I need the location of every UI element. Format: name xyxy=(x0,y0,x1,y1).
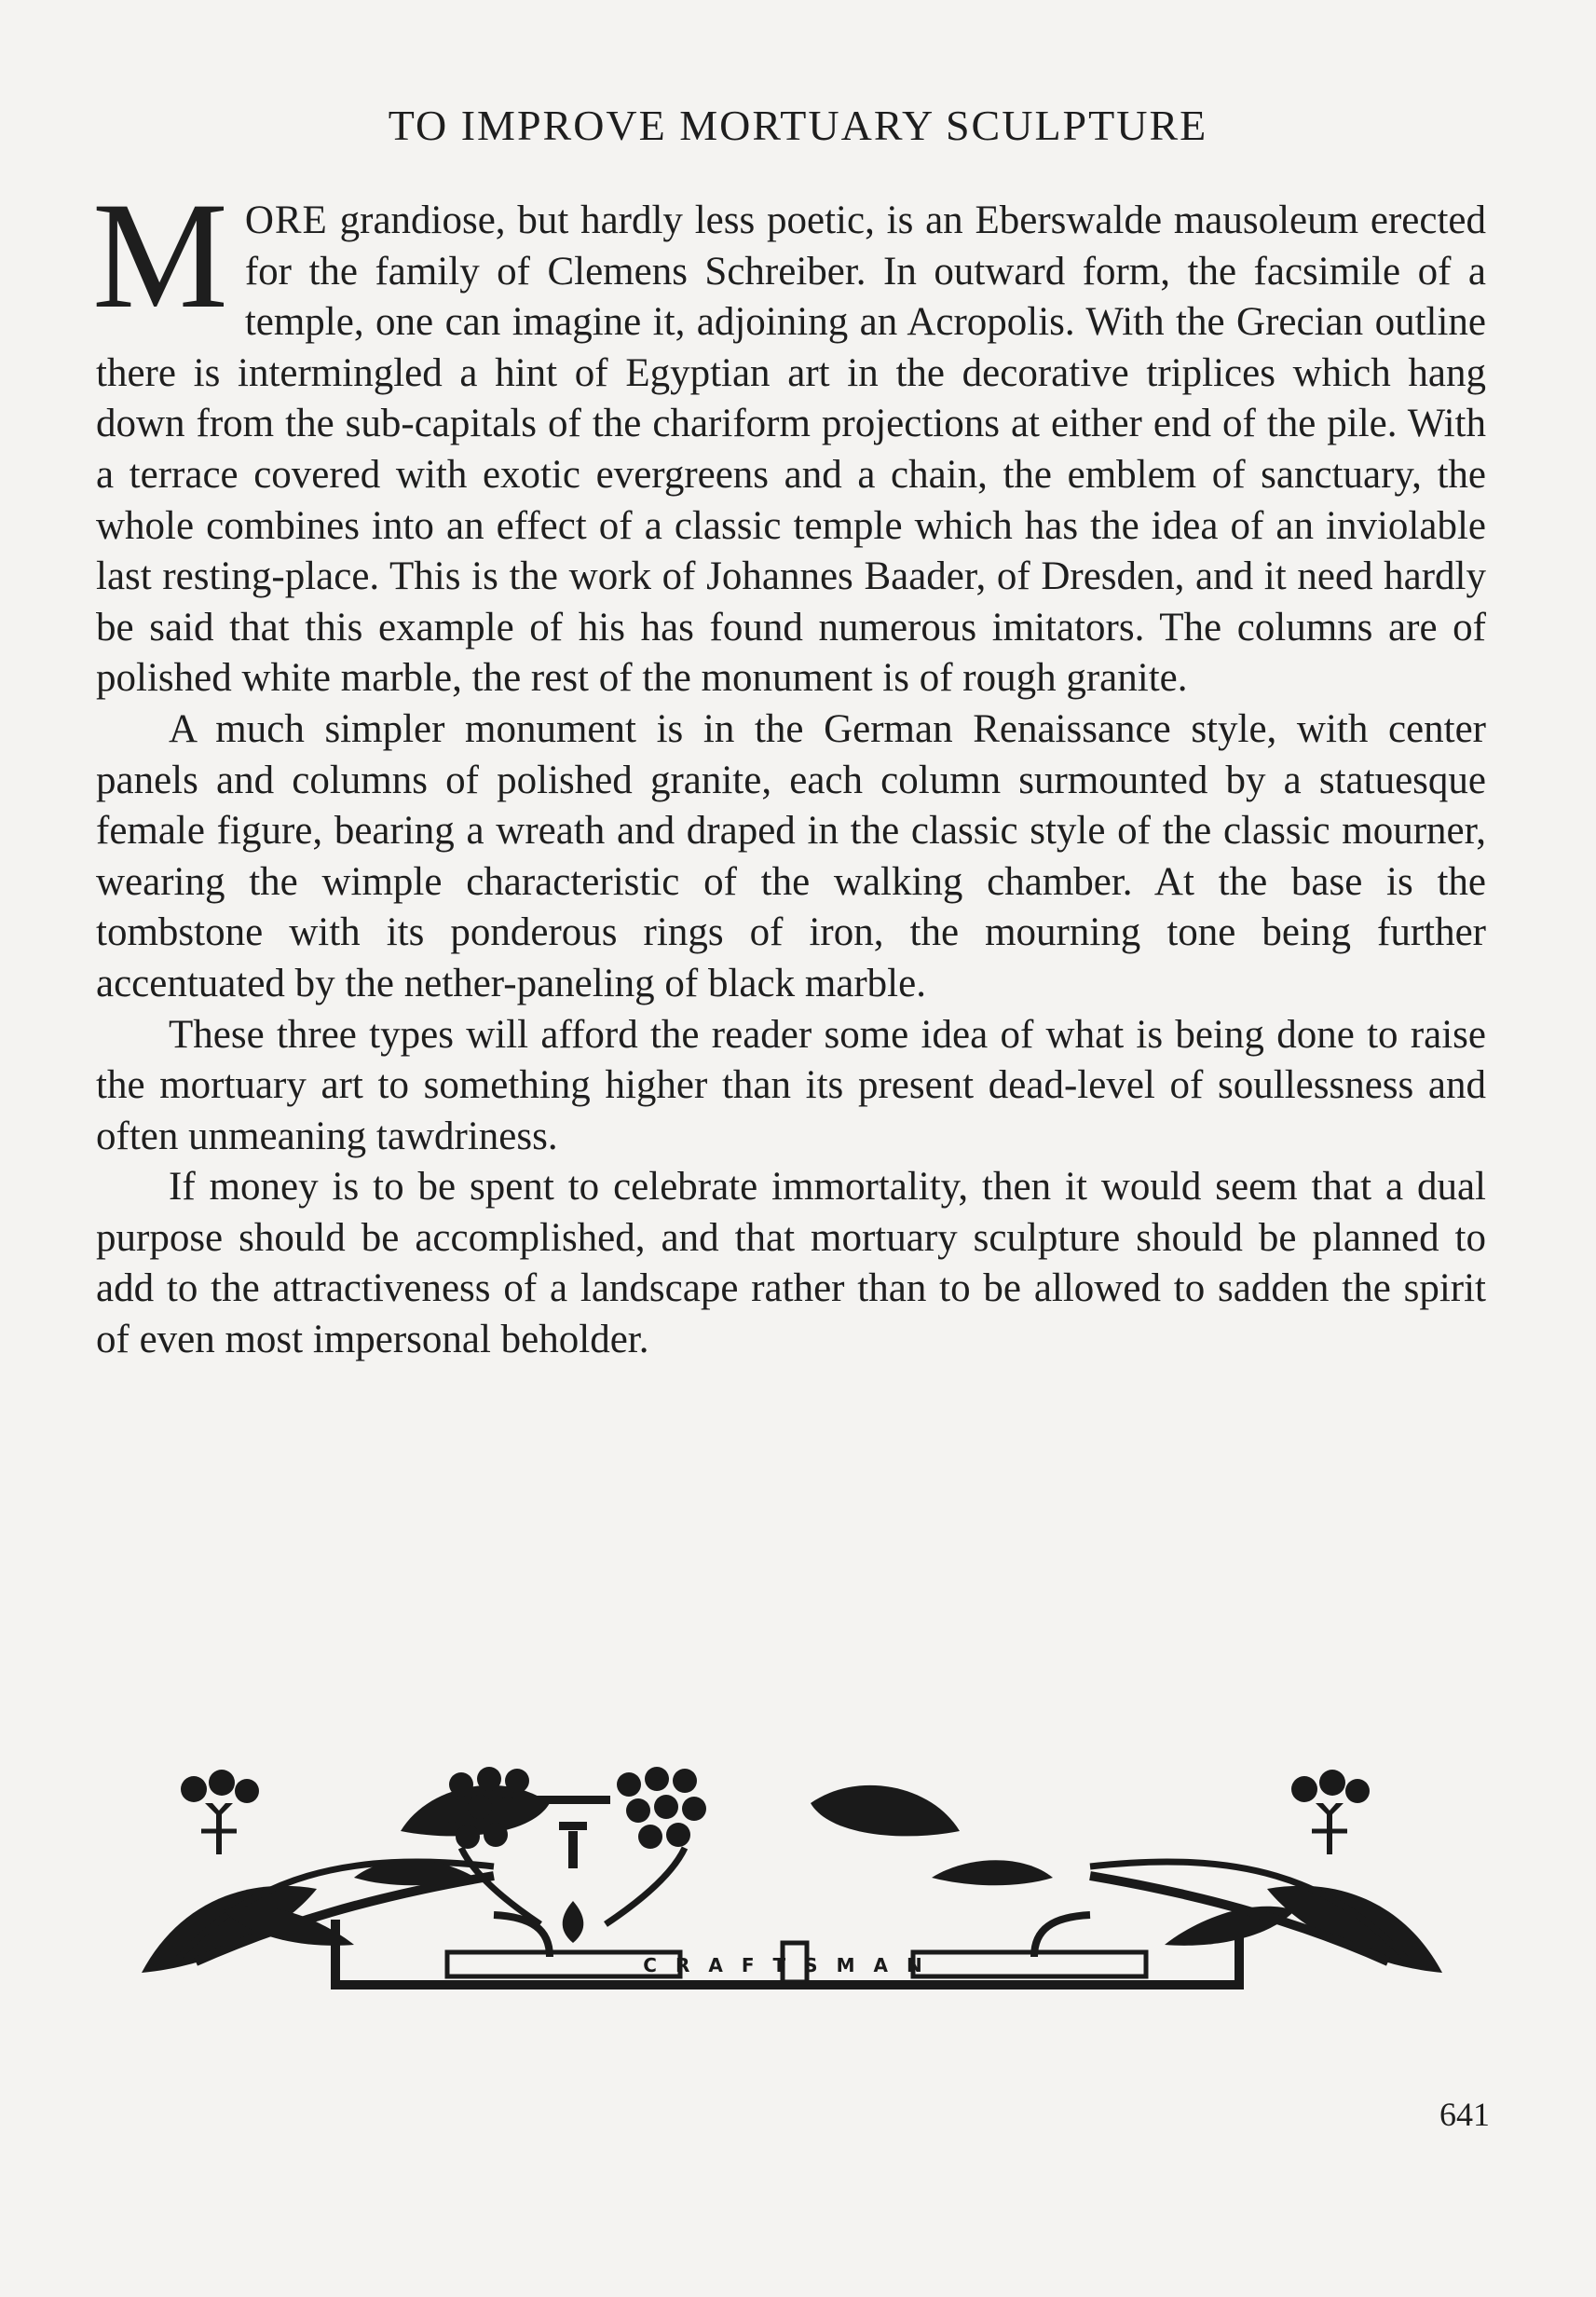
craftsman-tailpiece-ornament xyxy=(140,1766,1444,1999)
ornament-lettering: CRAFTSMAN xyxy=(643,1954,941,1976)
drop-cap: M xyxy=(92,171,228,340)
first-word-caps: ORE xyxy=(244,198,328,242)
page-number: 641 xyxy=(1439,2096,1490,2133)
paragraph-4: If money is to be spent to celebrate immortality, then it would seem that a dual purpose should be accomplished, and that mortuary sculpture should be planned to add to the attractiveness of a landscape rather than to be allowed to sadden the spirit of even most impersonal beholder. xyxy=(96,1165,1486,1362)
paragraph-2: A much simpler monument is in the German Renaissance style, with center panels and columns of polished granite, each column surmounted by a statuesque female figure, bearing a wreath and draped in the classic style of the classic mourner, wearing the wimple characteristic of the walking chamber. At the base is the tombstone with its ponderous rings of iron, the mourning tone being further accentuated by the nether-paneling of black marble. xyxy=(96,706,1486,1005)
paragraph-1 xyxy=(92,171,1486,704)
paragraph-3: These three types will afford the reader some idea of what is being done to raise the mortuary art to something higher than its present dead-level of soullessness and often unmeaning tawdriness. xyxy=(96,1012,1486,1158)
paragraph-1-text: grandiose, but hardly less poetic, is an Eberswalde mausoleum erected for the family of Clemens Schreiber. In outward form, the facsimile of a temple, one can imagine it, adjoining an Acropolis. With the Grecian outline there is intermingled a hint of Egyptian art in the decorative triplices which hang down from the sub-capitals of the chariform projections at either end of the pile. With a terrace covered with exotic evergreens and a chain, the emblem of sanctuary, the whole combines into an effect of a classic temple which has the idea of an inviolable last resting-place. This is the work of Johannes Baader, of Dresden, and it need hardly be said that this example of his has found numerous imitators. The columns are of polished white marble, the rest of the monument is of rough granite. xyxy=(96,198,1486,701)
article-body xyxy=(92,171,1486,1366)
running-head: TO IMPROVE MORTUARY SCULPTURE xyxy=(388,102,1208,149)
